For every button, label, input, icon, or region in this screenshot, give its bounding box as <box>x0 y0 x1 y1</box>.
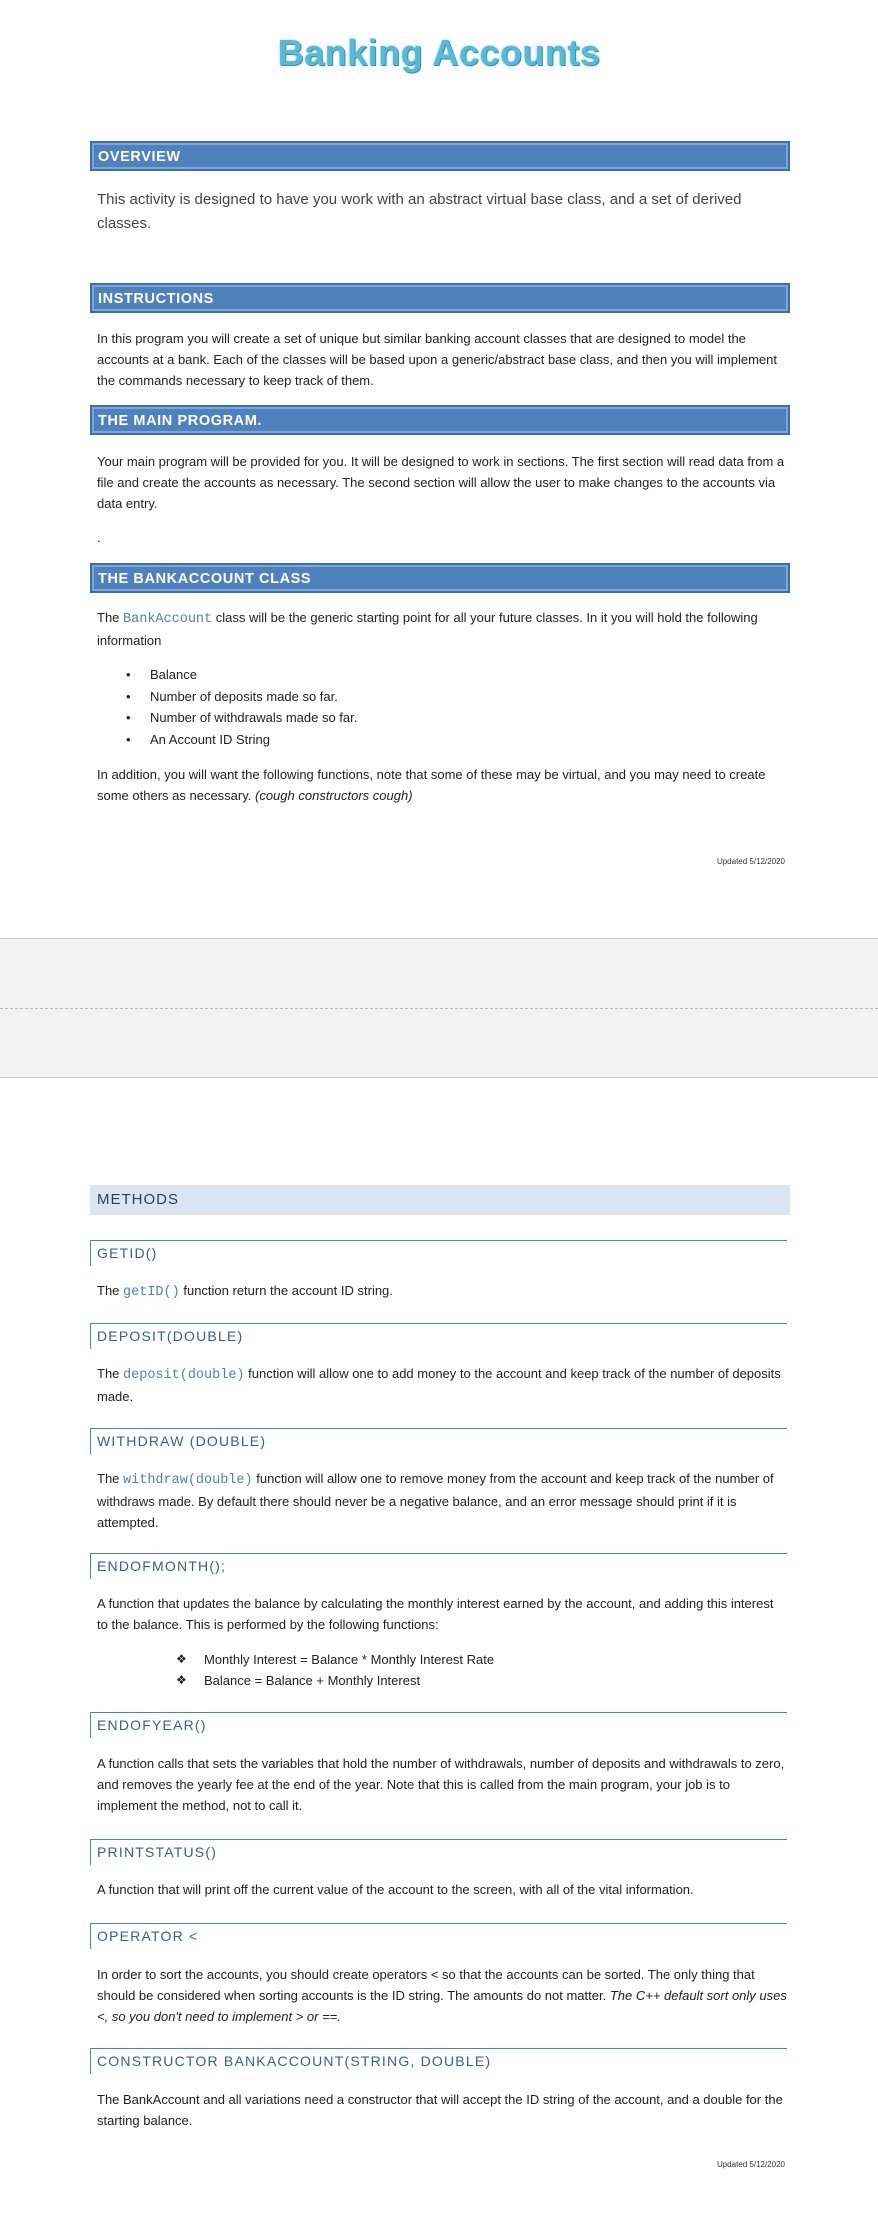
bankaccount-info-list <box>124 664 724 750</box>
deposit-code: deposit(double) <box>123 1368 245 1383</box>
printstatus-text: A function that will print off the current value of the account to the screen, with all of the vital information. <box>97 1882 694 1897</box>
list-item: • Number of deposits made so far. <box>124 686 724 708</box>
list-item: • Number of withdrawals made so far. <box>124 707 724 729</box>
bullet-icon: • <box>126 688 131 704</box>
page-footer-date: Updated 5/12/2020 <box>716 2160 785 2169</box>
list-item: ❖ Balance = Balance + Monthly Interest <box>176 1670 736 1691</box>
bankaccount-class-heading: THE BANKACCOUNT CLASS <box>90 563 790 593</box>
stray-period: . <box>97 530 101 545</box>
getid-heading: GETID() <box>90 1240 787 1266</box>
endofyear-heading: ENDOFYEAR() <box>90 1712 787 1738</box>
list-item: • Balance <box>124 664 724 686</box>
withdraw-text: The withdraw(double) function will allow one to remove money from the account and keep track of the number of withdraws made. By default there should never be a negative balance, and an error message should print if it is attempted. <box>97 1471 774 1530</box>
printstatus-heading: PRINTSTATUS() <box>90 1839 787 1865</box>
bankaccount-addition-text: In addition, you will want the following functions, note that some of these may be virtual, and you may need to create some others as necessary. (cough constructors cough) <box>97 767 766 803</box>
diamond-bullet-icon: ❖ <box>176 1673 187 1687</box>
bullet-icon: • <box>126 731 131 747</box>
list-item: ❖ Monthly Interest = Balance * Monthly Interest Rate <box>176 1649 736 1670</box>
bullet-icon: • <box>126 710 131 725</box>
bankaccount-intro-post: class will be the generic starting point for all your future classes. In it you will hold the following information <box>97 610 758 648</box>
document-page-1 <box>0 0 878 938</box>
main-program-text: Your main program will be provided for you. It will be designed to work in sections. The first section will read data from a file and create the accounts as necessary. The second section will allow the user to make changes to the accounts via data entry. <box>97 454 785 511</box>
endofmonth-formula-list <box>176 1649 736 1691</box>
instructions-text: In this program you will create a set of unique but similar banking account classes that are designed to model the accounts at a bank. Each of the classes will be based upon a generic/abstract base class, and then you will implement the commands necessary to keep track of them. <box>97 331 777 388</box>
bankaccount-intro-pre: The <box>97 610 124 625</box>
main-program-heading: THE MAIN PROGRAM. <box>90 405 790 435</box>
methods-heading: METHODS <box>90 1185 790 1215</box>
endofmonth-text: A function that updates the balance by calculating the monthly interest earned by the account, and adding this interest to the balance. This is performed by the following functions: <box>97 1596 774 1632</box>
withdraw-code: withdraw(double) <box>123 1473 253 1488</box>
overview-heading: OVERVIEW <box>90 141 790 171</box>
operator-heading: OPERATOR < <box>90 1923 787 1949</box>
diamond-bullet-icon: ❖ <box>176 1652 187 1666</box>
endofyear-text: A function calls that sets the variables that hold the number of withdrawals, number of deposits and withdrawals to zero, and removes the yearly fee at the end of the year. Note that this is called from the main program, your job is to implement the method, not to call it. <box>97 1756 785 1813</box>
constructor-text: The BankAccount and all variations need a constructor that will accept the ID string of the account, and a double for the starting balance. <box>97 2092 783 2128</box>
constructor-heading: CONSTRUCTOR BANKACCOUNT(STRING, DOUBLE) <box>90 2048 787 2074</box>
document-title: Banking Accounts <box>277 32 601 73</box>
operator-text: In order to sort the accounts, you should create operators < so that the accounts can be sorted. The only thing that should be considered when sorting accounts is the ID string. The amounts do not matter. The C++ default sort only uses <, so you don't need to implement > or ==. <box>97 1967 787 2024</box>
getid-text: The getID() function return the account ID string. <box>97 1283 393 1300</box>
cough-constructors-note: (cough constructors cough) <box>255 788 413 803</box>
page-break-line <box>0 1008 878 1009</box>
deposit-text: The deposit(double) function will allow one to add money to the account and keep track of the number of deposits made. <box>97 1366 781 1404</box>
getid-code: getID() <box>123 1285 180 1300</box>
list-item: • An Account ID String <box>124 729 724 751</box>
deposit-heading: DEPOSIT(DOUBLE) <box>90 1323 787 1349</box>
overview-text: This activity is designed to have you work with an abstract virtual base class, and a set of derived classes. <box>97 191 742 232</box>
bankaccount-code: BankAccount <box>123 612 213 627</box>
instructions-heading: INSTRUCTIONS <box>90 283 790 313</box>
endofmonth-heading: ENDOFMONTH(); <box>90 1553 787 1579</box>
operator-note: The C++ default sort only uses <, so you don't need to implement > or ==. <box>97 1988 787 2024</box>
bankaccount-intro <box>97 607 787 651</box>
bullet-icon: • <box>126 667 131 682</box>
document-page-2 <box>0 1078 878 2234</box>
page-break-gap <box>0 938 878 1078</box>
page-footer-date: Updated 5/12/2020 <box>716 857 785 866</box>
withdraw-heading: WITHDRAW (DOUBLE) <box>90 1428 787 1454</box>
